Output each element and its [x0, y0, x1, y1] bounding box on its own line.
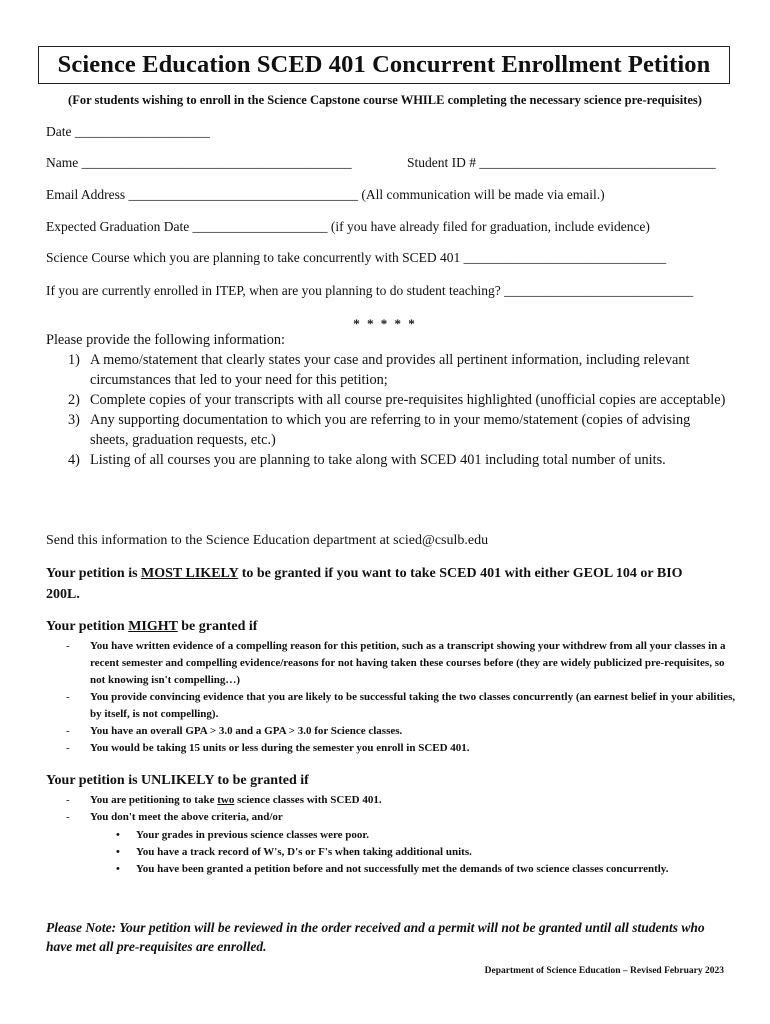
item-text: Your grades in previous science classes were poor.: [136, 829, 370, 841]
separator: * * * * *: [353, 316, 417, 331]
item-text: Complete copies of your transcripts with all course pre-requisites highlighted (unofficial copies are acceptable): [90, 392, 726, 408]
date-field[interactable]: Date ____________________: [46, 124, 210, 139]
list-item: [46, 792, 736, 809]
sub-list-container: [46, 827, 736, 878]
item-number: 1): [68, 352, 80, 368]
bullet-marker: •: [116, 829, 120, 841]
list-item: [46, 390, 726, 410]
item-text: Any supporting documentation to which you are referring to in your memo/statement (copies of advising sheets, graduation requests, etc.): [90, 412, 691, 448]
might-prefix: Your petition: [46, 619, 129, 634]
footer: Department of Science Education – Revised February 2023: [484, 966, 724, 976]
list-item: [46, 450, 726, 470]
item-prefix: You are petitioning to take: [90, 794, 218, 806]
item-text: You have a track record of W's, D's or F's when taking additional units.: [136, 846, 472, 858]
email-field[interactable]: Email Address __________________________________ (All communication will be made via email.): [46, 187, 605, 202]
item-emphasis: two: [217, 794, 235, 806]
send-info: Send this information to the Science Education department at scied@csulb.edu: [46, 533, 489, 548]
info-heading: Please provide the following information:: [46, 332, 286, 348]
dash-marker: -: [66, 640, 70, 652]
bullet-marker: •: [116, 863, 120, 875]
most-likely-line2: 200L.: [46, 587, 80, 602]
might-heading: [46, 619, 257, 635]
item-suffix: science classes with SCED 401.: [234, 794, 382, 806]
title-box: [38, 46, 730, 84]
unlikely-heading: Your petition is UNLIKELY to be granted if: [46, 773, 309, 788]
student-teaching-field[interactable]: If you are currently enrolled in ITEP, when are you planning to do student teaching? ____________________________: [46, 283, 694, 298]
student-id-field[interactable]: Student ID # ___________________________________: [407, 155, 716, 170]
list-item: [46, 740, 736, 757]
most-likely-prefix: Your petition is: [46, 566, 142, 581]
might-list: [46, 638, 736, 757]
most-likely-line1: [46, 566, 683, 582]
item-number: 2): [68, 392, 80, 408]
dash-marker: -: [66, 794, 70, 806]
list-item: [46, 689, 736, 723]
item-text: You don't meet the above criteria, and/or: [90, 811, 283, 823]
dash-marker: -: [66, 742, 70, 754]
item-text: Listing of all courses you are planning to take along with SCED 401 including total number of units.: [90, 452, 666, 468]
unlikely-list: [46, 792, 736, 878]
item-text: A memo/statement that clearly states your case and provides all pertinent information, including relevant circumstances that led to your need for this petition;: [90, 352, 690, 388]
bullet-marker: •: [116, 846, 120, 858]
list-item: [46, 809, 736, 826]
subtitle: (For students wishing to enroll in the Science Capstone course WHILE completing the necessary science pre-requisites): [68, 93, 702, 107]
name-field[interactable]: Name ________________________________________: [46, 155, 352, 170]
science-course-field[interactable]: Science Course which you are planning to take concurrently with SCED 401 ______________________________: [46, 250, 667, 265]
sub-list-item: [46, 827, 736, 844]
might-emphasis: MIGHT: [128, 619, 178, 634]
sub-list: [46, 827, 736, 878]
dash-marker: -: [66, 725, 70, 737]
item-number: 3): [68, 412, 80, 428]
might-suffix: be granted if: [177, 619, 258, 634]
list-item: [46, 638, 736, 689]
review-note: Please Note: Your petition will be reviewed in the order received and a permit will not be granted until all students who have met all pre-requisites are enrolled.: [46, 920, 705, 954]
sub-list-item: [46, 861, 736, 878]
item-number: 4): [68, 452, 80, 468]
list-item: [46, 410, 726, 450]
item-text: You have an overall GPA > 3.0 and a GPA > 3.0 for Science classes.: [90, 725, 403, 737]
item-text: You provide convincing evidence that you are likely to be successful taking the two classes concurrently (an earnest belief in your abilities, by itself, is not compelling).: [90, 691, 736, 720]
info-list: [46, 350, 726, 470]
sub-list-item: [46, 844, 736, 861]
item-text: You would be taking 15 units or less during the semester you enroll in SCED 401.: [90, 742, 470, 754]
most-likely-emphasis: MOST LIKELY: [141, 566, 239, 581]
list-item: [46, 350, 726, 390]
dash-marker: -: [66, 811, 70, 823]
list-item: [46, 723, 736, 740]
dash-marker: -: [66, 691, 70, 703]
most-likely-suffix: to be granted if you want to take SCED 401 with either GEOL 104 or BIO: [238, 566, 683, 581]
item-text: You have been granted a petition before and not successfully met the demands of two science classes concurrently.: [136, 863, 669, 875]
page-title: Science Education SCED 401 Concurrent Enrollment Petition: [57, 51, 711, 78]
item-text: You have written evidence of a compelling reason for this petition, such as a transcript showing your withdrew from all your classes in a recent semester and compelling evidence/reasons for not having taken these courses before (they are widely publicized pre-requisites, so not knowing isn't compelling…): [90, 640, 726, 686]
graduation-date-field[interactable]: Expected Graduation Date ____________________ (if you have already filed for graduation, include evidence): [46, 219, 650, 234]
